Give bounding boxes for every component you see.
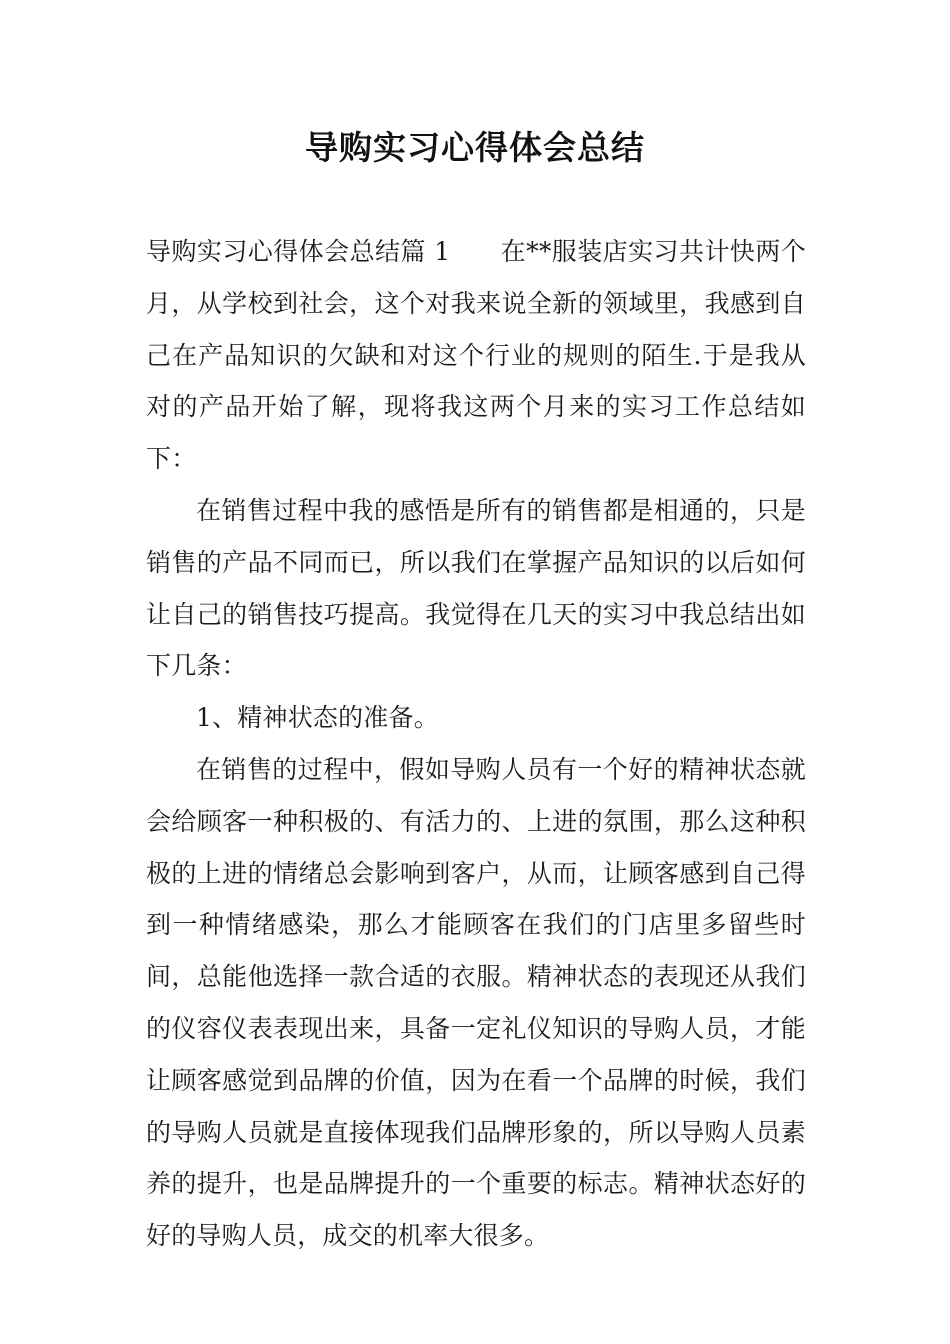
list-heading: 1、精神状态的准备。 [196,703,439,733]
paragraph-text: 在销售的过程中，假如导购人员有一个好的精神状态就会给顾客一种积极的、有活力的、上进的氛围，那么这种积极的上进的情绪总会影响到客户，从而，让顾客感到自己得到一种情绪感染，那么才能顾客在我们的门店里多留些时间，总能他选择一款合适的衣服。精神状态的表现还从我们的仪容仪表表现出来，具备一定礼仪知识的导购人员，才能让顾客感觉到品牌的价值，因为在看一个品牌的时候，我们的导购人员就是直接体现我们品牌形象的，所以导购人员素养的提升，也是品牌提升的一个重要的标志。精神状态好的好的导购人员，成交的机率大很多。 [146,754,806,1251]
paragraph-text: 在销售过程中我的感悟是所有的销售都是相通的，只是销售的产品不同而已，所以我们在掌握产品知识的以后如何让自己的销售技巧提高。我觉得在几天的实习中我总结出如下几条： [146,495,806,681]
document-title: 导购实习心得体会总结 [305,128,645,167]
paragraph-text: 在**服装店实习共计快两个月，从学校到社会，这个对我来说全新的领域里，我感到自己在产品知识的欠缺和对这个行业的规则的陌生.于是我从对的产品开始了解，现将我这两个月来的实习工作总结如下： [146,237,806,474]
section-title: 导购实习心得体会总结篇 1 [146,237,451,266]
document-body [146,226,806,1262]
paragraph-intro [146,226,806,485]
